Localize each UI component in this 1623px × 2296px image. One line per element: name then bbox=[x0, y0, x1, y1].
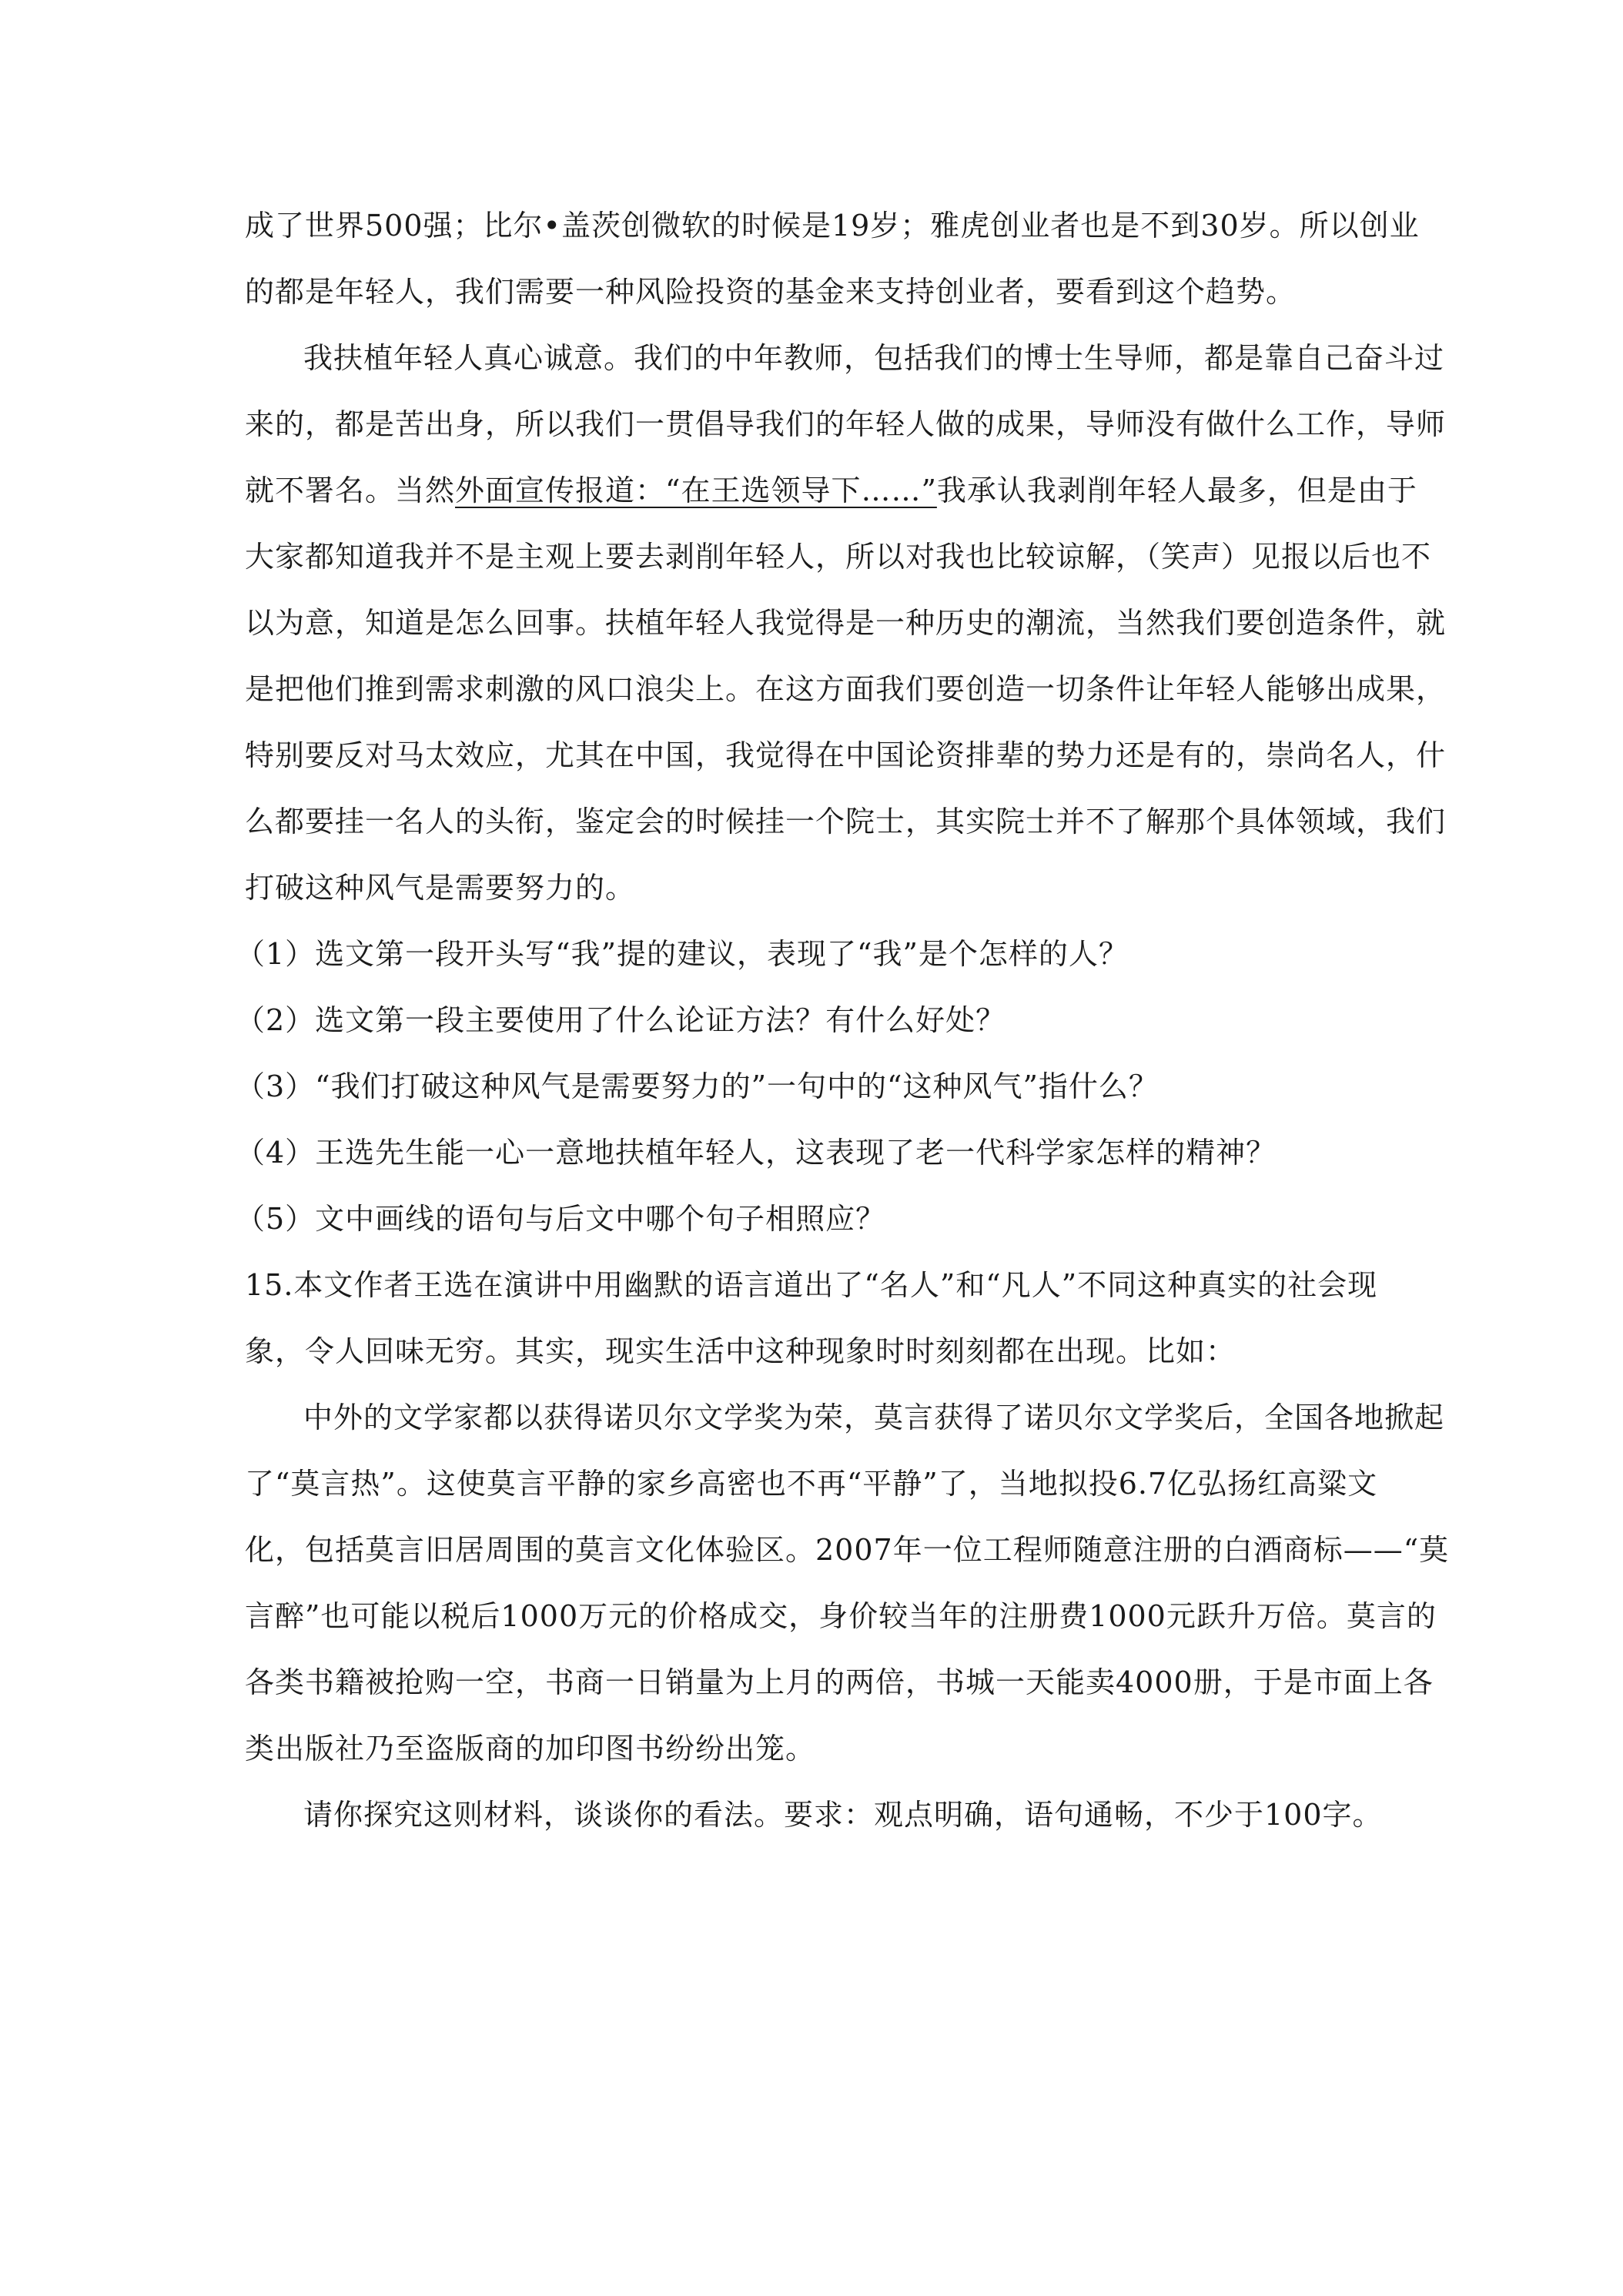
paragraph-line: 我扶植年轻人真心诚意。我们的中年教师，包括我们的博士生导师，都是靠自己奋斗过 bbox=[303, 341, 1445, 375]
paragraph-line: 打破这种风气是需要努力的。 bbox=[245, 871, 636, 905]
paragraph-line: 各类书籍被抢购一空，书商一日销量为上月的两倍，书城一天能卖4000册，于是市面上各 bbox=[245, 1665, 1434, 1699]
line-text-pre: 就不署名。当然 bbox=[245, 474, 456, 507]
paragraph-line: 以为意，知道是怎么回事。扶植年轻人我觉得是一种历史的潮流，当然我们要创造条件，就 bbox=[245, 606, 1447, 640]
line-text-post: 我承认我剥削年轻人最多，但是由于 bbox=[936, 474, 1417, 507]
question-4: （4）王选先生能一心一意地扶植年轻人，这表现了老一代科学家怎样的精神？ bbox=[236, 1136, 1277, 1170]
question-15: 15.本文作者王选在演讲中用幽默的语言道出了“名人”和“凡人”不同这种真实的社会现 bbox=[245, 1268, 1378, 1302]
paragraph-line: 了“莫言热”。这使莫言平静的家乡高密也不再“平静”了，当地拟投6.7亿弘扬红高粱文 bbox=[245, 1467, 1378, 1501]
paragraph-line: 大家都知道我并不是主观上要去剥削年轻人，所以对我也比较谅解，（笑声）见报以后也不 bbox=[245, 540, 1432, 574]
paragraph-line: 象，令人回味无穷。其实，现实生活中这种现象时时刻刻都在出现。比如： bbox=[245, 1334, 1236, 1368]
paragraph-line: 言醉”也可能以税后1000万元的价格成交，身价较当年的注册费1000元跃升万倍。莫言的 bbox=[245, 1599, 1437, 1633]
paragraph-line: 特别要反对马太效应，尤其在中国，我觉得在中国论资排辈的势力还是有的，崇尚名人，什 bbox=[245, 738, 1447, 772]
paragraph-line: 中外的文学家都以获得诺贝尔文学奖为荣，莫言获得了诺贝尔文学奖后，全国各地掀起 bbox=[303, 1401, 1445, 1434]
paragraph-line: 类出版社乃至盗版商的加印图书纷纷出笼。 bbox=[245, 1732, 816, 1766]
paragraph-line: 是把他们推到需求刺激的风口浪尖上。在这方面我们要创造一切条件让年轻人能够出成果， bbox=[245, 672, 1447, 706]
paragraph-line: 的都是年轻人，我们需要一种风险投资的基金来支持创业者，要看到这个趋势。 bbox=[245, 275, 1297, 309]
paragraph-line: 化，包括莫言旧居周围的莫言文化体验区。2007年一位工程师随意注册的白酒商标——“莫 bbox=[245, 1533, 1450, 1567]
paragraph-line: 么都要挂一名人的头衔，鉴定会的时候挂一个院士，其实院士并不了解那个具体领域，我们 bbox=[245, 805, 1447, 838]
question-2: （2）选文第一段主要使用了什么论证方法？有什么好处？ bbox=[236, 1003, 1006, 1037]
question-3: （3）“我们打破这种风气是需要努力的”一句中的“这种风气”指什么？ bbox=[236, 1069, 1159, 1103]
underlined-sentence: 外面宣传报道：“在王选领导下……” bbox=[455, 474, 937, 507]
question-1: （1）选文第一段开头写“我”提的建议，表现了“我”是个怎样的人？ bbox=[236, 937, 1129, 971]
paragraph-line-underlined bbox=[245, 471, 1417, 510]
paragraph-line: 来的，都是苦出身，所以我们一贯倡导我们的年轻人做的成果，导师没有做什么工作，导师 bbox=[245, 407, 1447, 441]
writing-prompt: 请你探究这则材料，谈谈你的看法。要求：观点明确，语句通畅，不少于100字。 bbox=[303, 1798, 1383, 1832]
paragraph-line: 成了世界500强；比尔•盖茨创微软的时候是19岁；雅虎创业者也是不到30岁。所以创业 bbox=[245, 209, 1420, 243]
question-5: （5）文中画线的语句与后文中哪个句子相照应？ bbox=[236, 1202, 886, 1236]
